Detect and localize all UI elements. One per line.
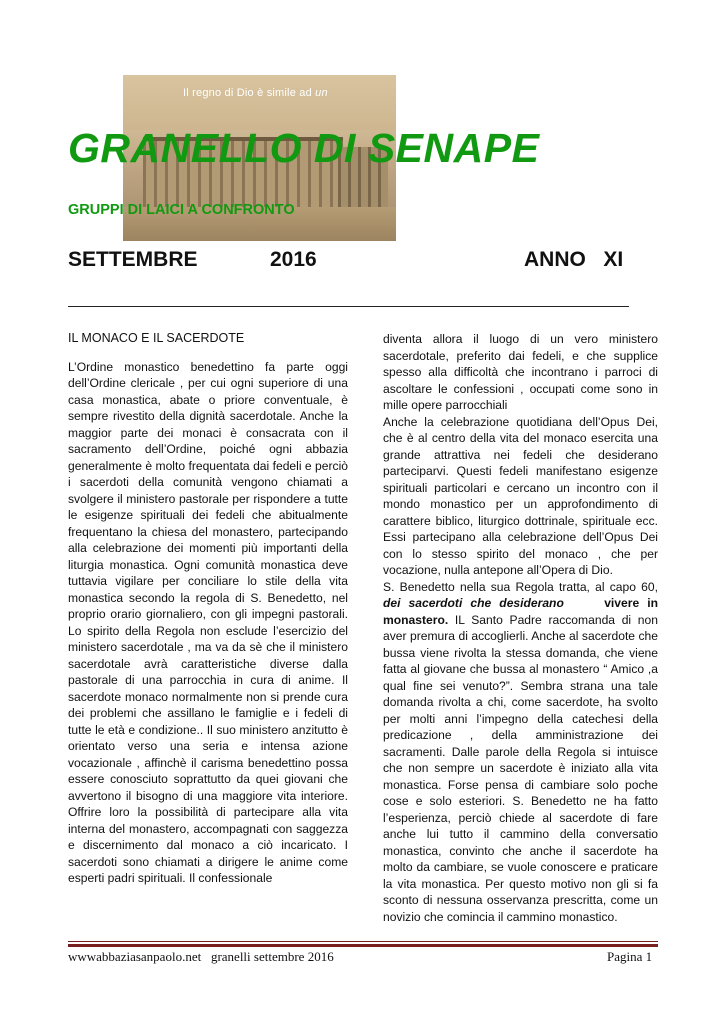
article-paragraph [383,579,662,926]
header-illustration-sky [123,75,396,130]
footer-website: wwwabbaziasanpaolo.net granelli settembre 2016 [68,949,334,964]
article-text: S. Benedetto nella sua Regola tratta, al capo 60, [383,579,658,594]
newsletter-title: GRANELLO DI SENAPE [68,125,540,171]
article-text: IL Santo Padre raccomanda di non aver premura di accoglierli. Anche al sacerdote che bussa viene rivolta la stessa domanda, che viene fatta al giovane che bussa al monastero “ Amico ,a qual fine sei venuto?”. Sembra strana una tale domanda rivolta a chi, come sacerdote, ha svolto per molti anni l’impegno della catechesi della predicazione , della amministrazione dei sacramenti. Dalle parole della Regola si intuisce che non sempre un sacerdote è iniziato alla vita monastica. Forse pensa di cambiare solo poche cose e solo esteriori. S. Benedetto ne ha fatto l’esperienza, perciò chiede al sacerdote di fare anche lui tutto il cammino della conversatio monastica, convinto che anche il sacerdote ha molto da cambiare, se vuole conoscere e praticare la vita monastica. Per questo motivo non gli si fa sconto di nessuna osservanza prescritta, come un novizio che comincia il cammino monastico. [383,612,658,924]
article-paragraph: diventa allora il luogo di un vero ministero sacerdotale, preferito dai fedeli, e che supplice spesso alla difficoltà che incontrano i parroci di ascoltare le confessioni , occupati come sono in mille opere parrocchiali [383,332,658,412]
header-tagline-text: Il regno di Dio è simile ad [183,87,316,99]
header-divider [68,306,629,307]
article-column-left [68,330,348,887]
issue-year: 2016 [270,248,317,271]
issue-number: ANNO XI [524,248,624,271]
issue-month: SETTEMBRE [68,248,198,271]
article-heading: IL MONACO E IL SACERDOTE [68,331,245,345]
article-paragraph: Anche la celebrazione quotidiana dell’Opus Dei, che è al centro della vita del monaco esercita una grande attrattiva nei fedeli che desiderano parteciparvi. Questi fedeli manifestano esigenze spirituali particolari e cercano un incontro con il mondo monastico per un approfondimento di carattere biblico, liturgico dottrinale, spirituale ecc. Essi partecipano alla celebrazione dell’Opus Dei con lo stesso spirito del monaco , che per vocazione, nulla antepone all’Opera di Dio. [383,414,658,577]
newsletter-subtitle: GRUPPI DI LAICI A CONFRONTO [68,202,295,218]
header-tagline [183,87,328,99]
footer-divider-thick [68,944,658,947]
footer-page-number: Pagina 1 [607,949,653,964]
article-paragraph: L’Ordine monastico benedettino fa parte oggi dell’Ordine clericale , per cui ogni superiore di una casa monastica, abate o priore conventuale, è sempre rivestito della dignità sacerdotale. Anche la maggior parte dei monaci è consacrata con il sacramento dell’Ordine, poiché ogni abbazia generalmente è molto frequentata dai fedeli e perciò i sacerdoti della comunità vengono chiamati a svolgere il ministero pastorale per rispondere a tutte le esigenze spirituali dei fedeli che abitualmente frequentano la chiesa del monastero, partecipando alla celebrazione dei momenti più importanti della liturgia monastica. Ogni comunità monastica deve tuttavia vigilare per conciliare lo stile della vita monastica secondo la regola di S. Benedetto, nel proprio orario giornaliero, con gli impegni pastorali. Lo spirito della Regola non esclude l’esercizio del ministero sacerdotale , ma va da sè che il ministero sacerdotale avrà caratteristiche diverse dalla pastorale di una parrocchia in cura di anime. Il sacerdote monaco normalmente non si prende cura dei problemi che assillano le famiglie e i fedeli di tutte le età e condizione.. Il suo ministero anzitutto è orientato verso una seria e intensa azione vocazionale , affinchè il carisma benedettino possa essere conosciuto soprattutto da quei giovani che avvertono il bisogno di una maggiore vita interiore. Offrire loro la possibilità di partecipare alla vita interna del monastero, accompagnati con saggezza e discernimento dal monaco a ciò incaricato. I sacerdoti sono chiamati a dirigere le anime come esperti padri spirituali. Il confessionale [68,359,348,885]
article-column-right [383,331,662,925]
article-emphasis: dei sacerdoti che desiderano [383,596,564,610]
footer-divider-thin [68,941,658,942]
header-tagline-italic: un [315,87,328,99]
article-bold: vivere in monastero. [383,596,662,627]
